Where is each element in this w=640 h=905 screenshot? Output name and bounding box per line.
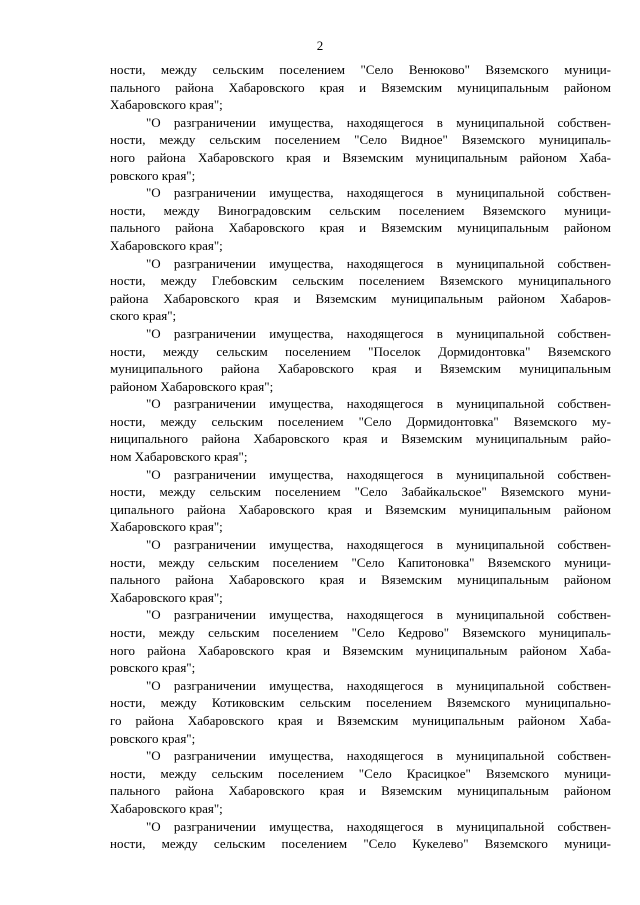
text-line: ности, между сельским поселением "Село Красицкое" Вяземского муници- — [110, 765, 611, 781]
text-line: го района Хабаровского края и Вяземским муниципальным районом Хаба- — [110, 712, 611, 728]
text-line: пального района Хабаровского края и Вяземским муниципальным районом — [110, 572, 611, 588]
text-line: Хабаровского края"; — [110, 237, 223, 253]
text-line: "О разграничении имущества, находящегося в муниципальной собствен- — [146, 325, 611, 341]
text-line: ципального района Хабаровского края и Вяземским муниципальным районом — [110, 501, 611, 517]
text-line: ности, между Виноградовским сельским поселением Вяземского муници- — [110, 202, 611, 218]
text-line: района Хабаровского края и Вяземским муниципальным районом Хабаров- — [110, 290, 611, 306]
text-line: "О разграничении имущества, находящегося в муниципальной собствен- — [146, 114, 611, 130]
text-line: Хабаровского края"; — [110, 589, 223, 605]
text-line: муниципального района Хабаровского края и Вяземским муниципальным — [110, 361, 611, 377]
text-line: ного района Хабаровского края и Вяземским муниципальным районом Хаба- — [110, 642, 611, 658]
text-line: "О разграничении имущества, находящегося в муниципальной собствен- — [146, 607, 611, 623]
text-line: ности, между сельским поселением "Село Кедрово" Вяземского муниципаль- — [110, 625, 611, 640]
text-line: районом Хабаровского края"; — [110, 378, 274, 394]
text-line: Хабаровского края"; — [110, 800, 223, 816]
text-line: ности, между сельским поселением "Село Забайкальское" Вяземского муни- — [110, 484, 611, 500]
text-line: ности, между Глебовским сельским поселением Вяземского муниципального — [110, 273, 611, 289]
text-line: ности, между сельским поселением "Село Дормидонтовка" Вяземского му- — [110, 413, 611, 429]
text-line: ности, между Котиковским сельским поселением Вяземского муниципально- — [110, 695, 611, 711]
text-line: пального района Хабаровского края и Вяземским муниципальным районом — [110, 79, 611, 95]
text-line: ном Хабаровского края"; — [110, 449, 248, 465]
page-number: 2 — [316, 38, 324, 53]
text-line: Хабаровского края"; — [110, 519, 223, 535]
text-line: ровского края"; — [110, 167, 196, 183]
text-line: ровского края"; — [110, 730, 196, 746]
text-line: ности, между сельским поселением "Село Венюково" Вяземского муници- — [110, 62, 611, 77]
text-line: Хабаровского края"; — [110, 97, 223, 113]
text-line: ровского края"; — [110, 660, 196, 676]
text-line: "О разграничении имущества, находящегося в муниципальной собствен- — [146, 466, 611, 482]
text-line: "О разграничении имущества, находящегося в муниципальной собствен- — [146, 185, 611, 201]
text-line: ности, между сельским поселением "Поселок Дормидонтовка" Вяземского — [110, 343, 611, 359]
text-line: ского края"; — [110, 308, 177, 324]
text-line: "О разграничении имущества, находящегося в муниципальной собствен- — [146, 537, 611, 553]
text-line: ности, между сельским поселением "Село Капитоновка" Вяземского муници- — [110, 554, 611, 570]
text-line: "О разграничении имущества, находящегося в муниципальной собствен- — [146, 255, 611, 271]
text-line: пального района Хабаровского края и Вяземским муниципальным районом — [110, 220, 611, 236]
document-body — [110, 61, 611, 853]
text-line: ности, между сельским поселением "Село Видное" Вяземского муниципаль- — [110, 132, 611, 148]
text-line: "О разграничении имущества, находящегося в муниципальной собствен- — [146, 748, 611, 764]
text-line: пального района Хабаровского края и Вяземским муниципальным районом — [110, 783, 611, 799]
text-line: "О разграничении имущества, находящегося в муниципальной собствен- — [146, 677, 611, 693]
text-line: ного района Хабаровского края и Вяземским муниципальным районом Хаба- — [110, 149, 611, 165]
text-line: "О разграничении имущества, находящегося в муниципальной собствен- — [146, 818, 611, 834]
text-line: ниципального района Хабаровского края и Вяземским муниципальным райо- — [110, 431, 611, 447]
text-line: ности, между сельским поселением "Село Кукелево" Вяземского муници- — [110, 836, 611, 852]
text-line: "О разграничении имущества, находящегося в муниципальной собствен- — [146, 396, 611, 412]
